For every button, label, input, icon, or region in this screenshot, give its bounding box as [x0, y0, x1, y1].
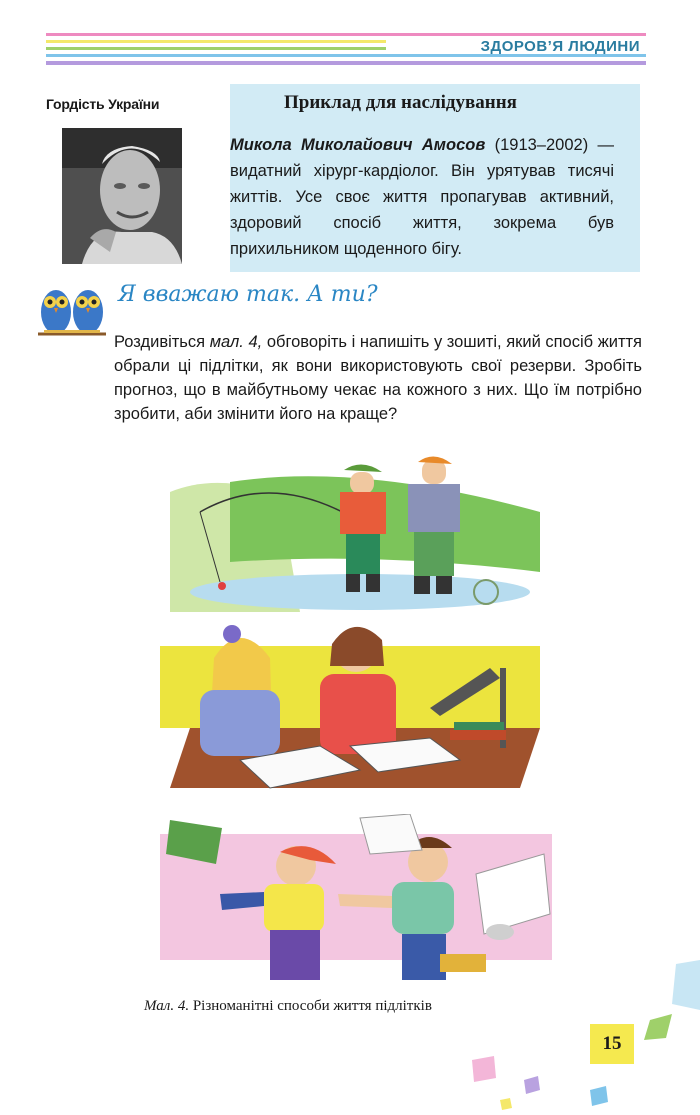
- figure-reference: мал. 4,: [209, 333, 263, 351]
- discussion-heading: Я вважаю так. А ти?: [118, 282, 378, 307]
- task-text-after: обговоріть і напишіть у зошиті, який спосіб життя обрали ці підлітки, як вони використовують свої резерви. Зробіть прогноз, що в майбутньому чекає на кожного з них. Що їм потрібно зробити, аби змінити його на краще?: [114, 333, 642, 423]
- section-title: ЗДОРОВ’Я ЛЮДИНИ: [480, 38, 640, 55]
- header-stripe-purple: [46, 61, 646, 65]
- task-paragraph: [114, 330, 642, 426]
- task-text-before: Роздивіться: [114, 333, 210, 351]
- owls-icon: [36, 282, 108, 338]
- header-stripe-pink: [46, 33, 646, 36]
- decorative-corner-shapes: [440, 960, 700, 1115]
- illustration-fishing: [160, 452, 560, 612]
- bio-text: (1913–2002) — видатний хірург-кардіолог. Він урятував тисячі життів. Усе своє життя пропагував активний, здоровий спосіб життя, зокрема був прихильником щоденного бігу.: [230, 136, 615, 258]
- figure-caption-label: Мал. 4.: [144, 998, 190, 1014]
- pride-title: Приклад для наслідування: [284, 92, 517, 113]
- illustration-studying: [160, 618, 560, 808]
- figure-caption: [144, 998, 432, 1015]
- header-stripe-green: [46, 47, 386, 50]
- bio-paragraph: [230, 132, 614, 262]
- page-number: 15: [590, 1024, 634, 1064]
- header-stripe-yellow: [46, 40, 386, 43]
- portrait-photo: [62, 128, 182, 264]
- figure-caption-text: Різноманітні способи життя підлітків: [189, 998, 432, 1014]
- pride-label: Гордість України: [46, 96, 160, 112]
- person-name: Микола Миколайович Амосов: [230, 136, 486, 154]
